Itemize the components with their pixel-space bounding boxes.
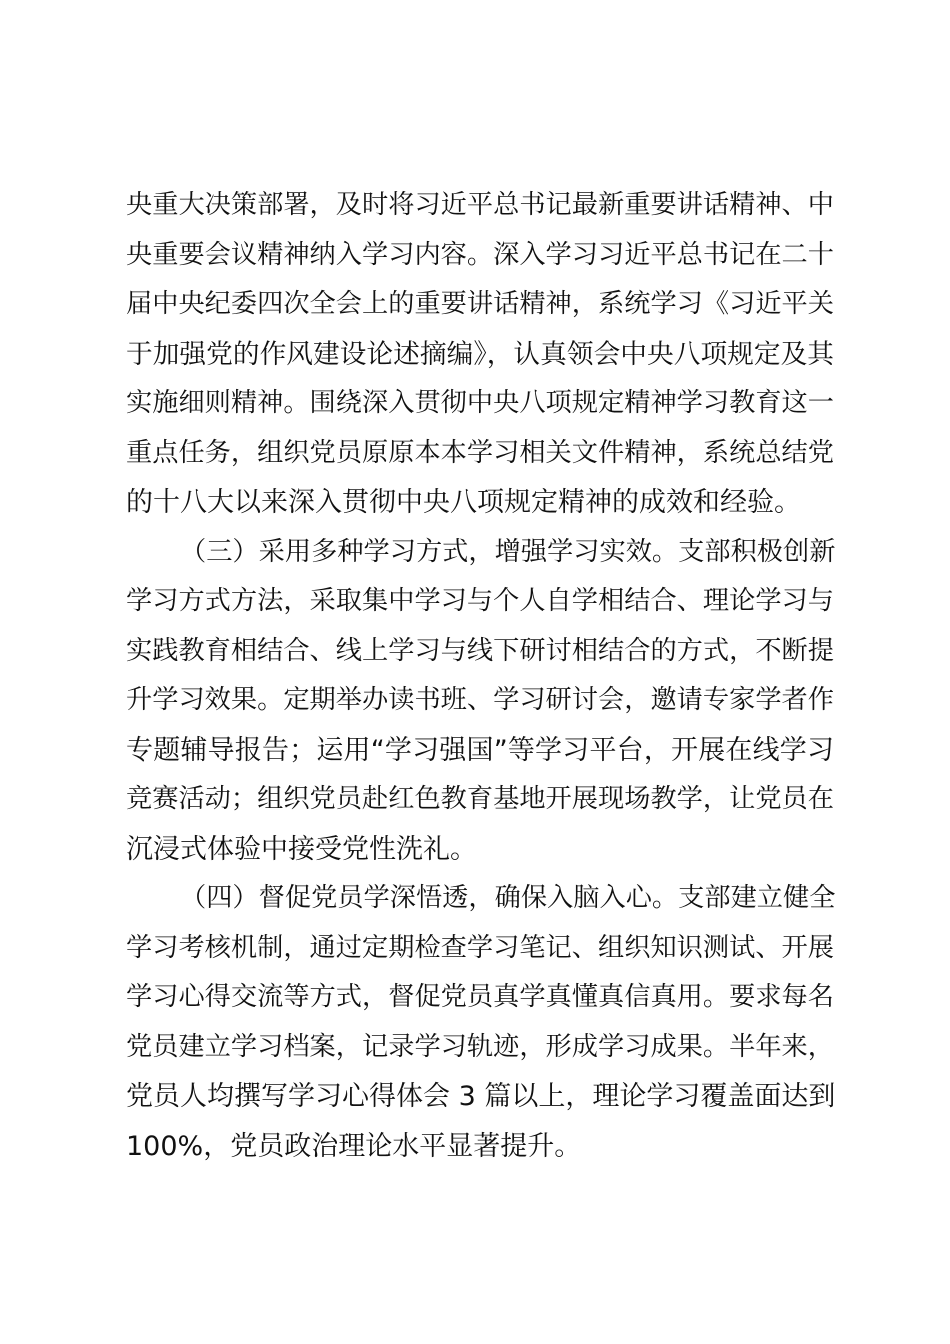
text-line: （三）采用多种学习方式，增强学习实效。支部积极创新 (180, 536, 836, 567)
text-line: 于加强党的作风建设论述摘编》，认真领会中央八项规定及其 (126, 338, 834, 370)
text-line: 届中央纪委四次全会上的重要讲话精神，系统学习《习近平关 (126, 289, 834, 319)
text-line: 学习心得交流等方式，督促党员真学真懂真信真用。要求每名 (126, 982, 834, 1012)
document-body (126, 181, 834, 1171)
text-line: 的十八大以来深入贯彻中央八项规定精神的成效和经验。 (126, 487, 801, 518)
text-line: 重点任务，组织党员原原本本学习相关文件精神，系统总结党 (126, 437, 834, 468)
text-line: 升学习效果。定期举办读书班、学习研讨会，邀请专家学者作 (126, 685, 834, 715)
paragraph-3 (126, 874, 834, 1171)
text-line: 100%，党员政治理论水平显著提升。 (126, 1130, 582, 1162)
text-line: 央重要会议精神纳入学习内容。深入学习习近平总书记在二十 (126, 239, 834, 270)
paragraph-1 (126, 181, 834, 528)
text-line: 学习考核机制，通过定期检查学习笔记、组织知识测试、开展 (126, 932, 834, 963)
text-line: 党员人均撰写学习心得体会 3 篇以上，理论学习覆盖面达到 (126, 1081, 836, 1112)
text-line: 专题辅导报告；运用“学习强国”等学习平台，开展在线学习 (126, 734, 834, 766)
paragraph-2 (126, 528, 834, 875)
text-line: 竞赛活动；组织党员赴红色教育基地开展现场教学，让党员在 (126, 784, 834, 814)
text-line: 沉浸式体验中接受党性洗礼。 (126, 833, 477, 865)
text-line: （四）督促党员学深悟透，确保入脑入心。支部建立健全 (180, 883, 836, 913)
text-line: 实践教育相结合、线上学习与线下研讨相结合的方式，不断提 (126, 635, 834, 666)
text-line: 央重大决策部署，及时将习近平总书记最新重要讲话精神、中 (126, 190, 834, 220)
text-line: 党员建立学习档案，记录学习轨迹，形成学习成果。半年来， (126, 1031, 834, 1062)
text-line: 学习方式方法，采取集中学习与个人自学相结合、理论学习与 (126, 586, 834, 616)
text-line: 实施细则精神。围绕深入贯彻中央八项规定精神学习教育这一 (126, 388, 834, 418)
